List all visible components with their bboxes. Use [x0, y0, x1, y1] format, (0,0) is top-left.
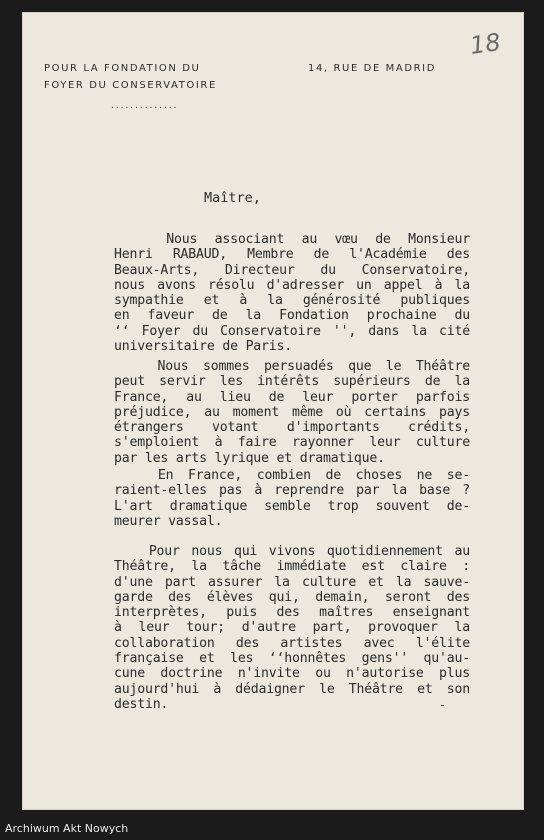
paragraph-line: ‘‘ Foyer du Conservatoire '', dans la cité — [114, 323, 470, 339]
letterhead-line-2: FOYER DU CONSERVATOIRE — [44, 80, 217, 91]
paragraph-line: s'emploient à faire rayonner leur culture — [114, 435, 470, 451]
paragraph-line: destin. — [114, 696, 169, 712]
paragraph-line: meurer vassal. — [114, 513, 223, 529]
paragraph-line: nous avons résolu d'adresser un appel à la — [114, 277, 470, 293]
paragraph-line: en faveur de la Fondation prochaine du — [114, 308, 470, 324]
letterhead-organization — [44, 60, 217, 94]
paragraph-line: d'une part assurer la culture et la sauve- — [114, 574, 470, 590]
paragraph-line: étrangers votant d'importants crédits, — [114, 420, 470, 436]
paragraph-line: Théâtre, la tâche immédiate est claire : — [114, 559, 470, 575]
paragraph-line: garde des élèves qui, demain, seront des — [114, 589, 470, 605]
handwritten-page-number: 18 — [468, 28, 503, 60]
paragraph-line: par les arts lyrique et dramatique. — [114, 450, 385, 466]
paragraph-line: France, au lieu de leur porter parfois — [114, 389, 470, 405]
paragraph-line: universitaire de Paris. — [114, 339, 293, 355]
paragraph-line: française et les ‘‘honnêtes gens'' qu'au- — [114, 651, 470, 667]
paragraph-line: aujourd'hui à dédaigner le Théâtre et son — [114, 681, 470, 697]
paragraph-line: cune doctrine n'invite ou n'autorise plus — [114, 666, 470, 682]
letterhead-line-1: POUR LA FONDATION DU — [44, 63, 201, 74]
paragraph-line: à leur tour; d'autre part, provoquer la — [114, 620, 470, 636]
archive-label: Archiwum Akt Nowych — [5, 822, 129, 835]
paragraph-3 — [114, 468, 470, 529]
paragraph-line: Henri RABAUD, Membre de l'Académie des — [114, 247, 470, 263]
letterhead-dotted-rule: .............. — [110, 101, 178, 110]
paragraph-line: Nous associant au vœu de Monsieur — [114, 232, 470, 247]
paragraph-line: Nous sommes persuadés que le Théâtre — [114, 359, 470, 374]
paragraph-line: préjudice, au moment même où certains pays — [114, 404, 470, 420]
archive-footer-bar — [0, 812, 544, 840]
paragraph-2 — [114, 359, 470, 466]
paragraph-line: collaboration des artistes avec l'élite — [114, 635, 470, 651]
ink-speck — [441, 705, 444, 706]
paragraph-line: raient-elles pas à reprendre par la base ? — [114, 483, 470, 499]
paragraph-line: peut servir les intérêts supérieurs de la — [114, 374, 470, 390]
paragraph-line: En France, combien de choses ne se- — [114, 468, 470, 483]
paragraph-4 — [114, 544, 470, 712]
paragraph-line: sympathie et à la générosité publiques — [114, 293, 470, 309]
letterhead-address: 14, RUE DE MADRID — [308, 63, 437, 74]
paragraph-line: L'art dramatique semble trop souvent de- — [114, 498, 470, 514]
paragraph-line: Beaux-Arts, Directeur du Conservatoire, — [114, 262, 470, 278]
salutation: Maître, — [204, 190, 261, 206]
paragraph-line: interprètes, puis des maîtres enseignant — [114, 605, 470, 621]
paragraph-line: Pour nous qui vivons quotidiennement au — [114, 544, 470, 559]
paragraph-1 — [114, 232, 470, 354]
